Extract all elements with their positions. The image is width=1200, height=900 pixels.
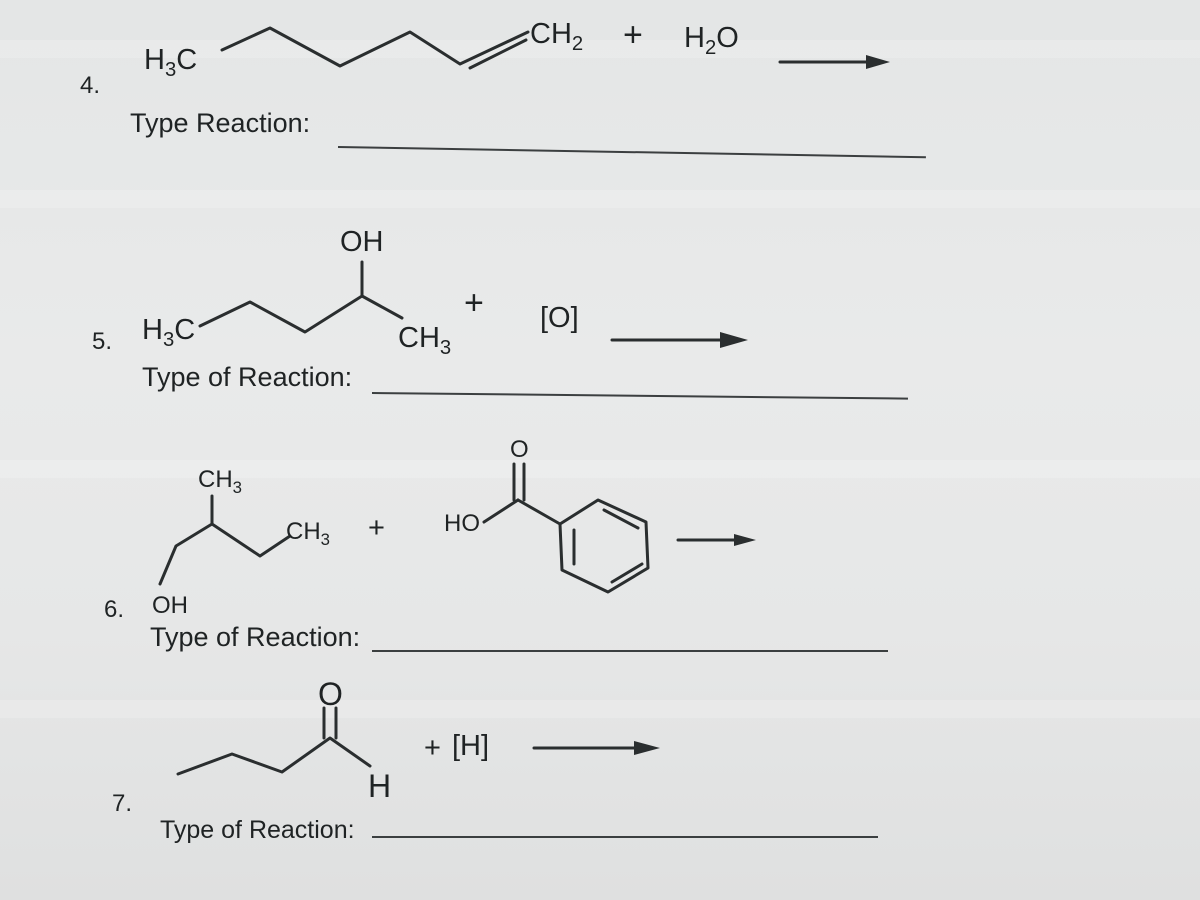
type-label: Type of Reaction: [160,816,355,844]
acid-carbonyl-oxygen: O [510,436,529,463]
problem-number: 6. [104,596,125,623]
right-group: $CH_2$ [530,18,584,55]
type-label: Type Reaction: [130,108,311,138]
problem-number: 7. [112,790,133,817]
top-group: $CH_3$ [198,466,243,497]
reagent: [O] [540,302,579,334]
bottom-group: OH [152,592,188,619]
type-label: Type of Reaction: [142,362,353,392]
hydrogen-atom: H [368,768,392,804]
plus-sign: + [424,732,441,764]
right-group: $CH_3$ [286,518,331,549]
left-group: $H_3C$ [144,44,198,81]
left-group: $H_3C$ [142,314,196,351]
type-label: Type of Reaction: [150,622,361,652]
top-group: OH [340,226,384,258]
carbonyl-oxygen: O [318,676,343,712]
right-group: $CH_3$ [398,322,452,359]
reagent: [H] [452,730,490,762]
plus-sign: + [464,284,484,322]
acid-hydroxyl-group: HO [444,510,480,537]
problem-number: 4. [80,72,101,99]
plus-sign: + [368,512,385,544]
problem-number: 5. [92,328,113,355]
reagent: $H_2O$ [684,22,739,59]
plus-sign: + [623,16,643,54]
answer-blank[interactable] [372,836,878,838]
